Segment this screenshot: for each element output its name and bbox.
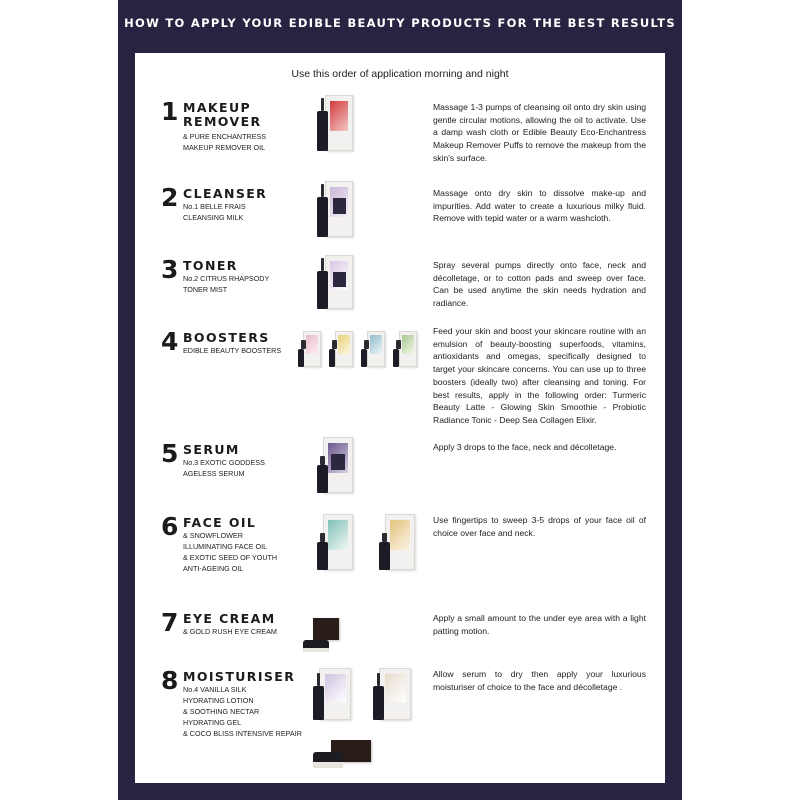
step-description: Spray several pumps directly onto face, neck and décolletage, or to cotton pads and sweep over face. Can be used anytime the skin needs hydration and radiance. [433, 260, 646, 309]
product-image-boosters [295, 331, 420, 367]
page-frame [118, 0, 682, 800]
product-name: & PURE ENCHANTRESS MAKEUP REMOVER OIL [183, 132, 267, 152]
step-description: Apply a small amount to the under eye area with a light patting motion. [433, 613, 646, 636]
step-number: 3 [161, 255, 179, 284]
subtitle: Use this order of application morning and night [291, 68, 509, 80]
product-image-serum [303, 437, 363, 493]
product-name: No.2 CITRUS RHAPSODY TONER MIST [183, 274, 270, 294]
step-title: EYE CREAM [183, 611, 276, 626]
product-name: No.1 BELLE FRAIS CLEANSING MILK [183, 202, 246, 222]
step-title: FACE OIL [183, 515, 257, 530]
product-name: & SNOWFLOWER ILLUMINATING FACE OIL & EXOTIC SEED OF YOUTH ANTI-AGEING OIL [183, 531, 278, 573]
step-title: MAKEUP REMOVER [183, 100, 262, 129]
product-image-eye-cream [295, 612, 355, 652]
step-number: 6 [161, 512, 179, 541]
product-image-makeup-remover [303, 95, 363, 151]
step-number: 4 [161, 327, 179, 356]
step-description: Apply 3 drops to the face, neck and décolletage. [433, 442, 617, 452]
step-number: 5 [161, 439, 179, 468]
step-description: Use fingertips to sweep 3-5 drops of your face oil of choice over face and neck. [433, 515, 646, 538]
instruction-card [135, 53, 665, 783]
product-name: No.3 EXOTIC GODDESS AGELESS SERUM [183, 458, 265, 478]
step-title: CLEANSER [183, 186, 268, 201]
step-description: Massage 1-3 pumps of cleansing oil onto dry skin using gentle circular motions, allowing the oil to activate. Use a damp wash cloth or Edible Beauty Eco-Enchantress Makeup Remover Puffs to remove the makeup from the skin's surface. [433, 102, 646, 163]
product-image-face-oils [303, 514, 418, 570]
step-number: 1 [161, 97, 179, 126]
product-image-moisturisers [299, 670, 424, 768]
product-image-toner [303, 255, 363, 309]
page-header: HOW TO APPLY YOUR EDIBLE BEAUTY PRODUCTS FOR THE BEST RESULTS [124, 16, 676, 30]
step-title: MOISTURISER [183, 669, 296, 684]
step-description: Feed your skin and boost your skincare routine with an emulsion of beauty-boosting superfoods, vitamins, antioxidants and omegas, specifically designed to target your skincare concerns. You can use up to three boosters (ideally two) after cleansing and toning. For best results, apply in the following order: Turmeric Beauty Latte - Glowing Skin Smoothie - Probiotic Radiance Tonic - Deep Sea Collagen Elixir. [433, 326, 646, 425]
step-title: BOOSTERS [183, 330, 270, 345]
product-name: EDIBLE BEAUTY BOOSTERS [183, 346, 282, 355]
step-description: Allow serum to dry then apply your luxurious moisturiser of choice to the face and décolletage . [433, 669, 646, 692]
step-number: 7 [161, 608, 179, 637]
step-title: TONER [183, 258, 238, 273]
product-name: No.4 VANILLA SILK HYDRATING LOTION & SOOTHING NECTAR HYDRATING GEL & COCO BLISS INTENSIVE REPAIR [183, 685, 302, 738]
step-title: SERUM [183, 442, 240, 457]
step-number: 8 [161, 666, 179, 695]
product-name: & GOLD RUSH EYE CREAM [183, 627, 277, 636]
step-description: Massage onto dry skin to dissolve make-up and impurities. Add water to create a luxurious milky fluid. Remove with tepid water or a warm washcloth. [433, 188, 646, 224]
step-number: 2 [161, 183, 179, 212]
product-image-cleanser [303, 181, 363, 237]
